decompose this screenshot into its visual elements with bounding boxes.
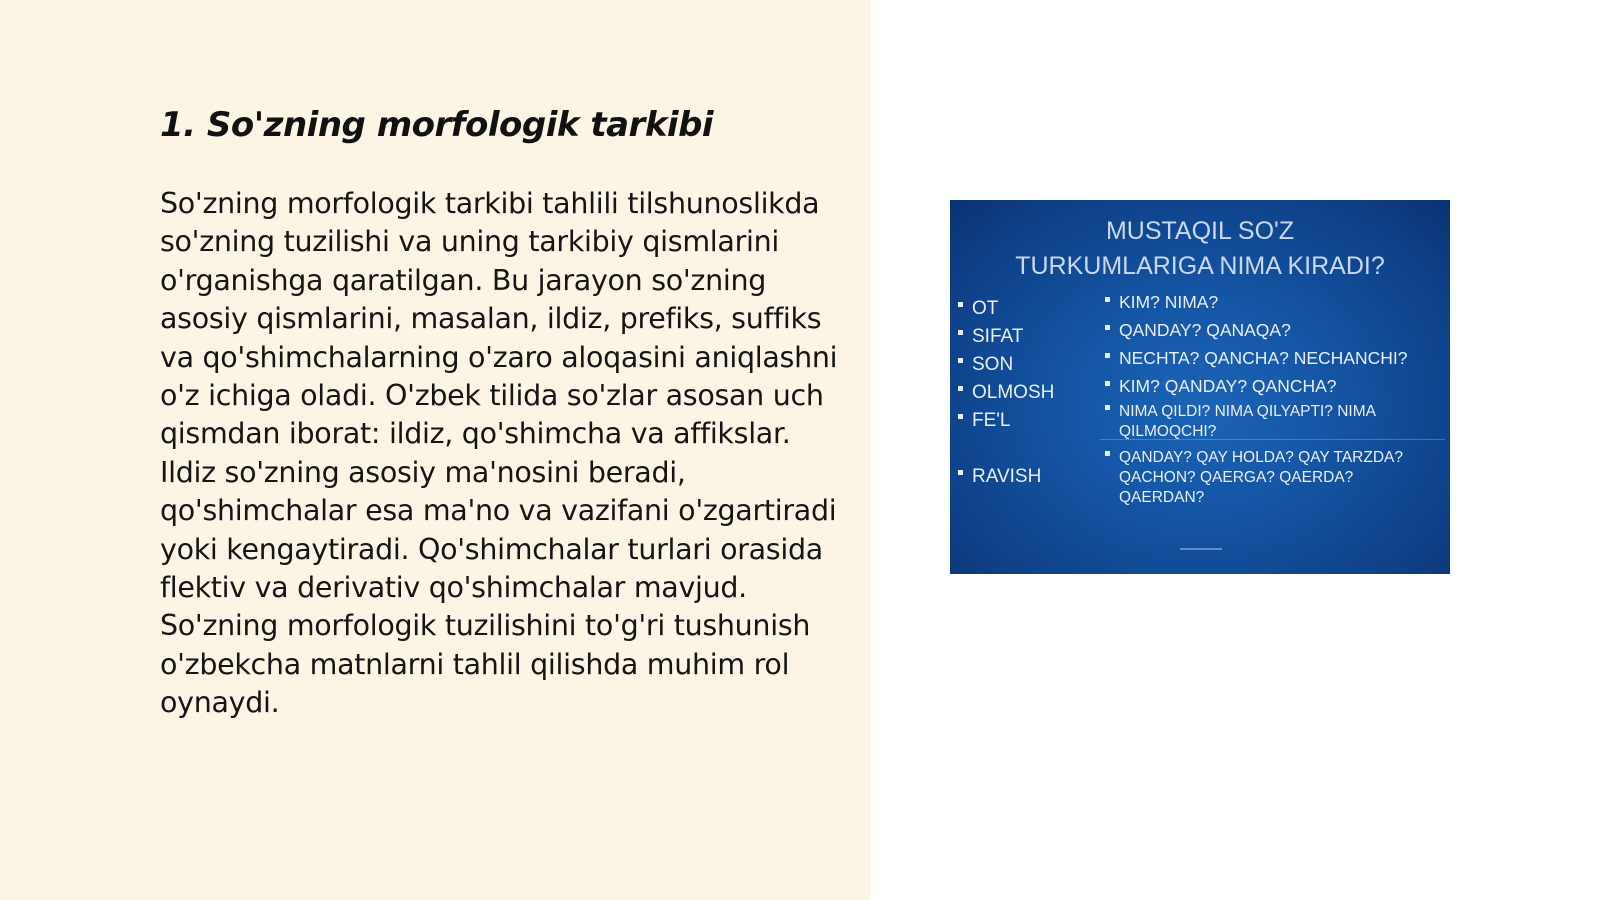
question-item: QANDAY? QANAQA? [1105,320,1450,340]
bullet-icon [958,358,963,363]
question-item: QANDAY? QAY HOLDA? QAY TARZDA? QACHON? QAERGA? QAERDA? QAERDAN? [1105,448,1450,508]
question-item: KIM? QANDAY? QANCHA? [1105,376,1450,396]
question-item: NIMA QILDI? NIMA QILYAPTI? NIMA QILMOQCHI? [1105,402,1450,442]
bullet-icon [958,470,963,475]
term-item: FE'L [958,410,1010,432]
term-item: OT [958,298,998,320]
bullet-icon [958,414,963,419]
embedded-heading-line-2: TURKUMLARIGA NIMA KIRADI? [1015,252,1385,280]
bullet-icon [1105,405,1110,410]
bullet-icon [1105,381,1110,386]
body-paragraph: So'zning morfologik tarkibi tahlili tilshunoslikda so'zning tuzilishi va uning tarkibiy qismlarini o'rganishga qaratilgan. Bu jarayon so'zning asosiy qismlarini, masalan, ildiz, prefiks, suffiks va qo'shimchalarning o'zaro aloqasini aniqlashni o'z ichiga oladi. O'zbek tilida so'zlar asosan uch qismdan iborat: ildiz, qo'shimcha va affikslar. Ildiz so'zning asosiy ma'nosini beradi, qo'shimchalar esa ma'no va vazifani o'zgartiradi yoki kengaytiradi. Qo'shimchalar turlari orasida flektiv va derivativ qo'shimchalar mavjud. So'zning morfologik tuzilishini to'g'ri tushunish o'zbekcha matnlarni tahlil qilishda muhim rol oynaydi. [160,187,838,720]
embedded-slide-heading [950,214,1450,284]
question-item: NECHTA? QANCHA? NECHANCHI? [1105,348,1450,368]
bullet-icon [1105,451,1110,456]
bullet-icon [958,302,963,307]
question-item: KIM? NIMA? [1105,292,1450,312]
slide-title: 1. So'zning morfologik tarkibi [160,105,714,145]
bullet-icon [1105,353,1110,358]
term-item: SIFAT [958,326,1023,348]
embedded-heading-line-1: MUSTAQIL SO'Z [1105,217,1295,245]
slide-footer-mark [1180,548,1222,550]
slide-divider [1100,439,1445,440]
bullet-icon [1105,325,1110,330]
bullet-icon [1105,297,1110,302]
term-item: OLMOSH [958,382,1054,404]
embedded-slide-image [950,200,1450,574]
bullet-icon [958,386,963,391]
bullet-icon [958,330,963,335]
term-item: RAVISH [958,466,1041,488]
term-item: SON [958,354,1013,376]
